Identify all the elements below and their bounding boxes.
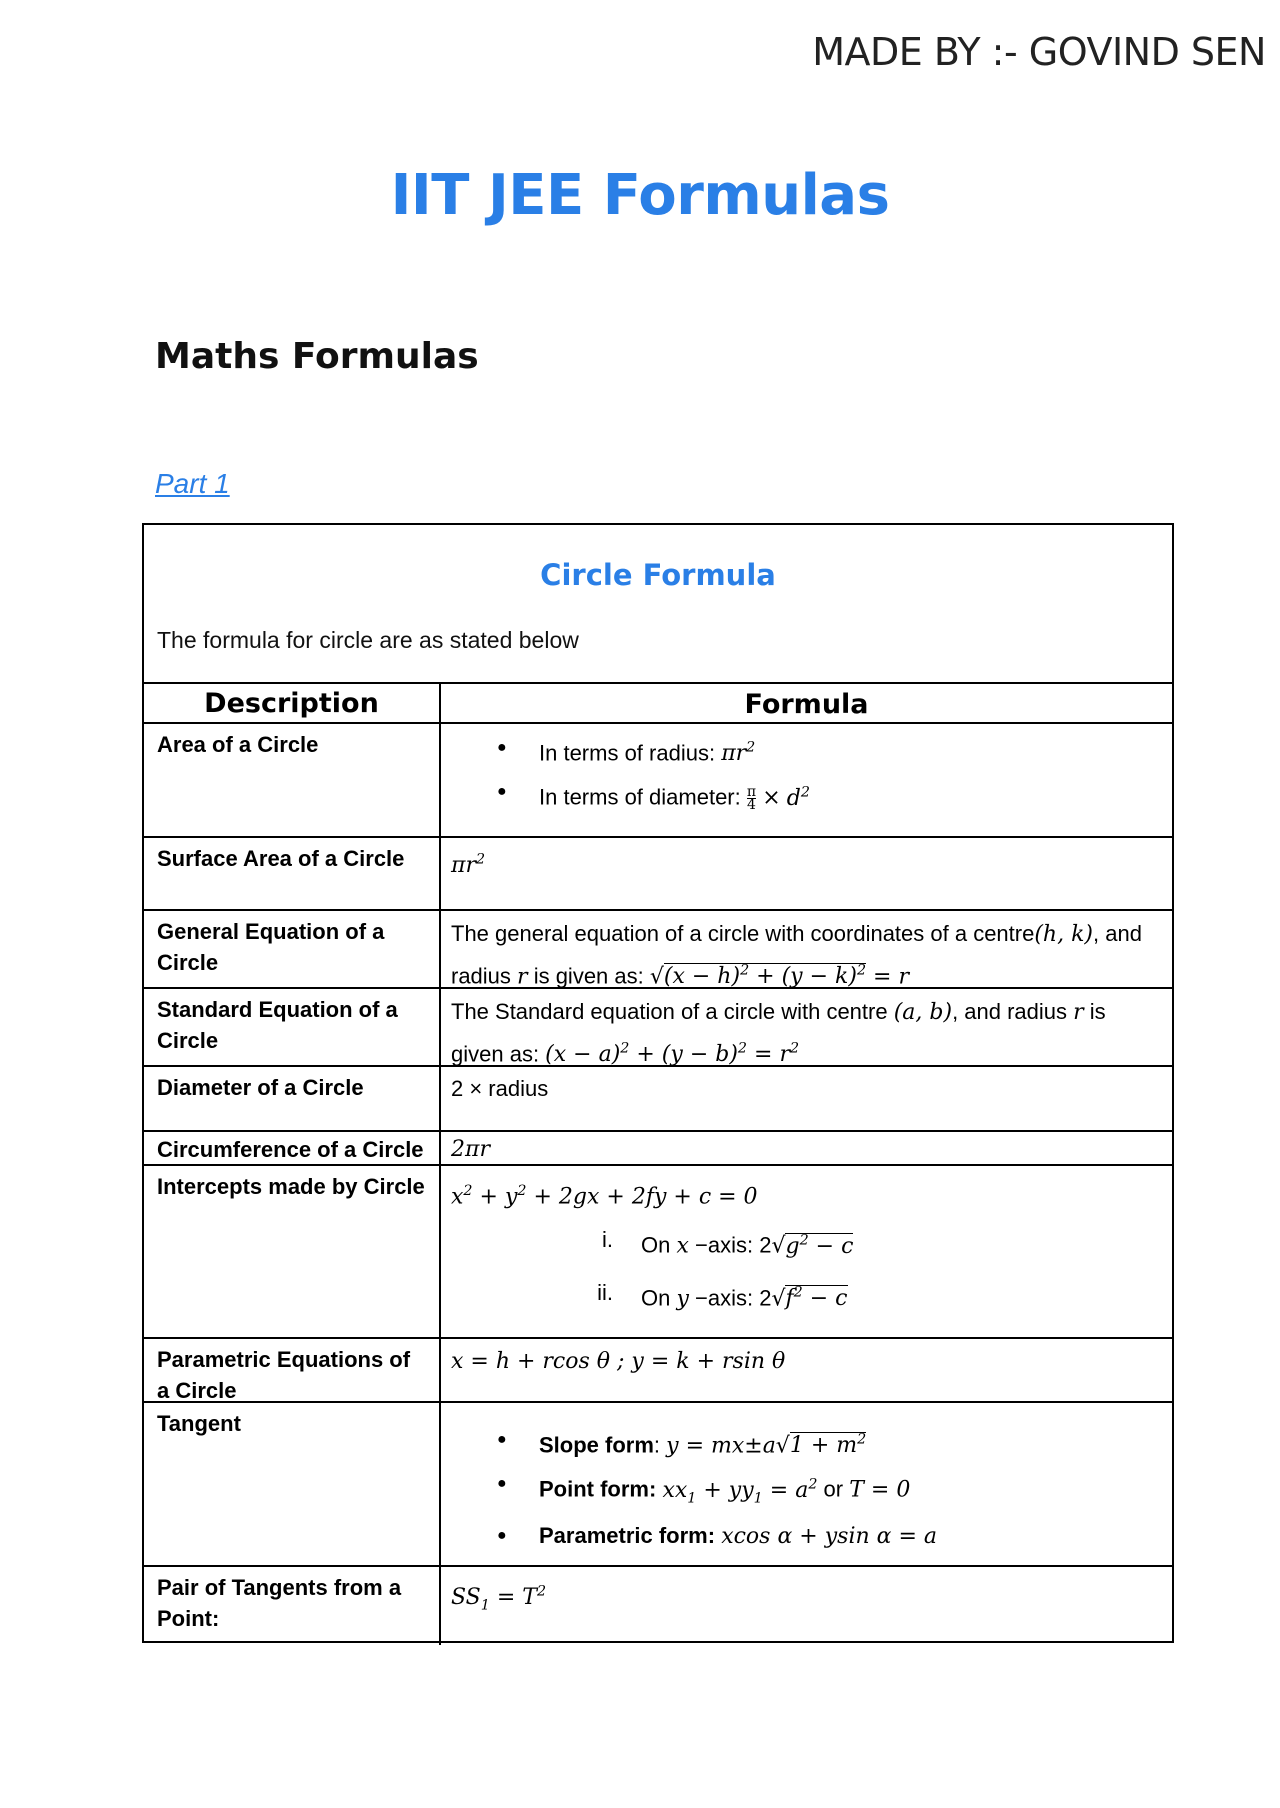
- list-item: i. On x −axis: $2√g^2 - c$: [602, 1227, 854, 1259]
- table-intro-block: [144, 525, 1172, 684]
- list-item: ● In terms of radius: $\pi r^2$: [451, 729, 1162, 773]
- row-description: Area of a Circle: [144, 724, 441, 836]
- row-formula: x = h + rcos θ ; y = k + rsin θ: [451, 1349, 786, 1374]
- table-title: Circle Formula: [540, 558, 776, 592]
- table-row: [144, 989, 1172, 1067]
- row-description: Surface Area of a Circle: [144, 838, 441, 909]
- circle-formula-table: [142, 523, 1174, 1643]
- row-description: Intercepts made by Circle: [144, 1166, 441, 1337]
- table-row: [144, 1132, 1172, 1166]
- list-item: ● In terms of diameter: $\frac{\pi}{4}$ × $d^2$: [451, 773, 1162, 817]
- table-row: [144, 911, 1172, 989]
- row-formula: The general equation of a circle with coordinates of a centre(h, k), and radius r is given as: $√(x - h)^2 + (y - k)^2 = r$: [451, 921, 1142, 990]
- author-credit: MADE BY :- GOVIND SEN: [812, 30, 1266, 74]
- part-1-link[interactable]: Part 1: [155, 468, 230, 499]
- column-header-description: Description: [144, 684, 441, 722]
- section-heading: Maths Formulas: [155, 336, 479, 377]
- table-row: [144, 1567, 1172, 1645]
- table-row: [144, 1166, 1172, 1339]
- row-formula: The Standard equation of a circle with centre (a, b), and radius r is given as: $(x - a)^2 + (y - b)^2 = r^2$: [451, 999, 1106, 1068]
- table-row: [144, 1339, 1172, 1403]
- table-row: [144, 838, 1172, 911]
- document-title: IIT JEE Formulas: [390, 163, 890, 228]
- row-formula: 2 × radius: [451, 1076, 549, 1101]
- row-formula: $x^2 + y^2 + 2gx + 2fy + c = 0$ i. On x −axis: $2√g^2 - c$ ii. On y −axis: $2√f^2 - c$: [441, 1166, 1172, 1337]
- column-header-formula: Formula: [744, 689, 869, 720]
- row-formula: $\pi r^2$: [451, 852, 486, 879]
- row-formula: [441, 724, 1172, 836]
- row-description: Pair of Tangents from a Point:: [144, 1567, 441, 1645]
- row-description: Parametric Equations of a Circle: [144, 1339, 441, 1401]
- table-header-row: [144, 684, 1172, 724]
- list-item: ii. On y −axis: $2√f^2 - c$: [597, 1279, 848, 1311]
- list-item: ● Parametric form: xcos α + ysin α = a: [451, 1517, 1162, 1556]
- row-formula: 2πr: [451, 1137, 490, 1162]
- row-description: Circumference of a Circle: [144, 1132, 441, 1164]
- table-row: [144, 1067, 1172, 1132]
- row-formula: $SS_1 = T^2$: [451, 1584, 547, 1614]
- row-description: Diameter of a Circle: [144, 1067, 441, 1130]
- row-formula: [441, 1403, 1172, 1565]
- row-description: Tangent: [144, 1403, 441, 1565]
- table-intro-text: The formula for circle are as stated below: [157, 627, 579, 653]
- table-row: [144, 1403, 1172, 1567]
- row-description: General Equation of a Circle: [144, 911, 441, 987]
- list-item: ● Slope form: $y = mx\pm a√1 + m^2$: [451, 1421, 1162, 1465]
- table-row: [144, 724, 1172, 838]
- row-description: Standard Equation of a Circle: [144, 989, 441, 1065]
- list-item: ● Point form: $xx_1 + yy_1 = a^2$ or T = 0: [451, 1465, 1162, 1517]
